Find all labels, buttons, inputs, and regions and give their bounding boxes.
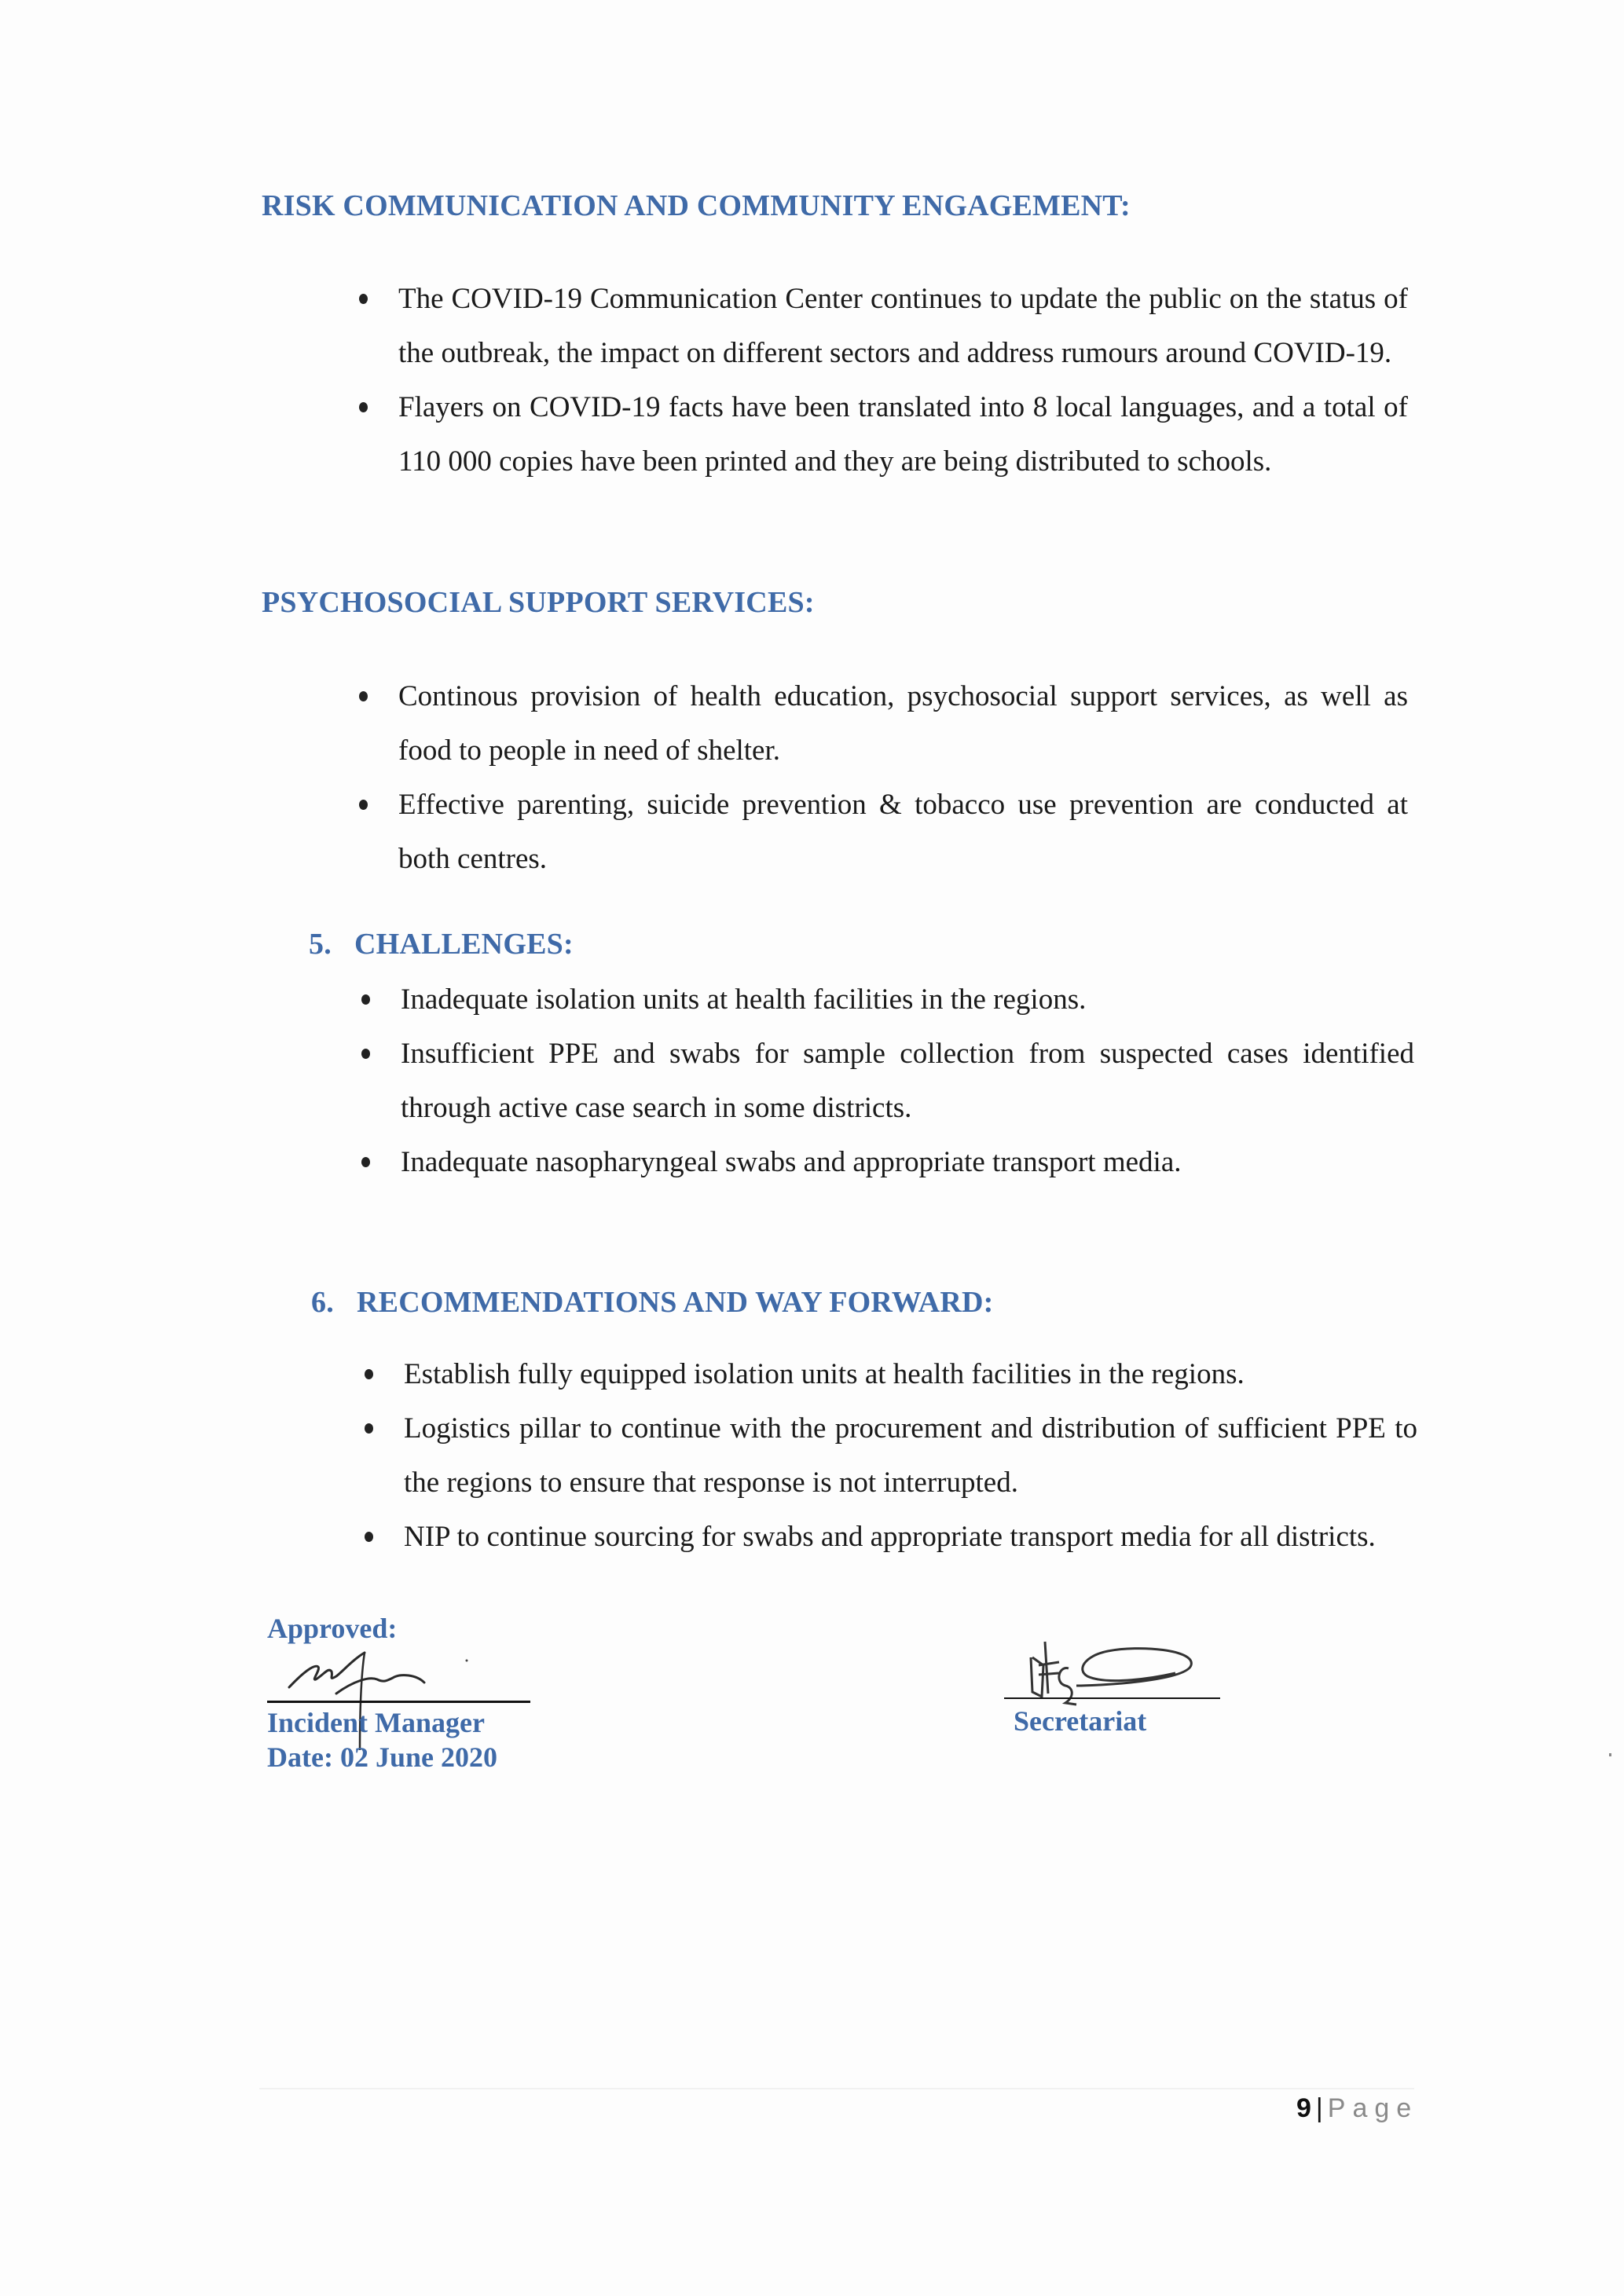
- approval-date: Date: 02 June 2020: [267, 1741, 497, 1773]
- bullet-icon: [365, 1532, 373, 1542]
- footer-divider: [259, 2088, 1414, 2089]
- section-number: 5.: [309, 928, 332, 961]
- section-title: CHALLENGES:: [354, 928, 574, 961]
- page-number: 9: [1296, 2093, 1311, 2123]
- section-title: RISK COMMUNICATION AND COMMUNITY ENGAGEMENT:: [262, 189, 1131, 222]
- bullet-list-risk-communication: [398, 272, 1408, 489]
- bullet-icon: [365, 1369, 373, 1379]
- list-item: Continous provision of health education, psychosocial support services, as well as food to people in need of shelter.: [398, 669, 1408, 778]
- bullet-icon: [365, 1423, 373, 1434]
- bullet-icon: [359, 294, 368, 304]
- section-number: 6.: [311, 1286, 334, 1319]
- section-title: PSYCHOSOCIAL SUPPORT SERVICES:: [262, 586, 815, 619]
- bullet-icon: [361, 994, 370, 1005]
- list-item: Logistics pillar to continue with the procurement and distribution of sufficient PPE to the regions to ensure that response is not interrupted.: [404, 1401, 1417, 1510]
- signature-line-right: [1004, 1697, 1220, 1699]
- bullet-icon: [361, 1157, 370, 1167]
- list-item: Flayers on COVID-19 facts have been translated into 8 local languages, and a total of 110 000 copies have been printed and they are being distributed to schools.: [398, 380, 1408, 489]
- page-separator: |: [1315, 2093, 1323, 2123]
- bullet-icon: [359, 800, 368, 810]
- scan-artifact: [1609, 1753, 1611, 1756]
- list-item: NIP to continue sourcing for swabs and appropriate transport media for all districts.: [404, 1510, 1417, 1564]
- bullet-icon: [359, 691, 368, 701]
- section-heading-risk-communication: [262, 189, 1131, 223]
- secretariat-signature: [1021, 1634, 1226, 1712]
- bullet-icon: [361, 1049, 370, 1059]
- bullet-list-psychosocial-support: [398, 669, 1408, 886]
- signature-line-left: [267, 1701, 530, 1703]
- list-item: The COVID-19 Communication Center continues to update the public on the status of the outbreak, the impact on different sectors and address rumours around COVID-19.: [398, 272, 1408, 380]
- list-item: Inadequate nasopharyngeal swabs and appropriate transport media.: [401, 1135, 1414, 1189]
- page-word: Page: [1327, 2093, 1419, 2123]
- list-item: Insufficient PPE and swabs for sample collection from suspected cases identified through active case search in some districts.: [401, 1027, 1414, 1135]
- list-item: Effective parenting, suicide prevention & tobacco use prevention are conducted at both centres.: [398, 778, 1408, 886]
- section-title: RECOMMENDATIONS AND WAY FORWARD:: [357, 1286, 994, 1319]
- list-item: Inadequate isolation units at health facilities in the regions.: [401, 972, 1414, 1027]
- section-heading-psychosocial-support: [262, 585, 815, 620]
- section-heading-recommendations: [311, 1285, 994, 1320]
- approved-label: Approved:: [267, 1613, 398, 1644]
- section-heading-challenges: [309, 927, 574, 961]
- bullet-icon: [359, 402, 368, 412]
- list-item: Establish fully equipped isolation units at health facilities in the regions.: [404, 1347, 1417, 1401]
- page-footer: [1296, 2093, 1418, 2124]
- bullet-list-recommendations: [404, 1347, 1417, 1564]
- incident-manager-label: Incident Manager: [267, 1707, 485, 1738]
- secretariat-label: Secretariat: [1014, 1705, 1147, 1737]
- bullet-list-challenges: [401, 972, 1414, 1189]
